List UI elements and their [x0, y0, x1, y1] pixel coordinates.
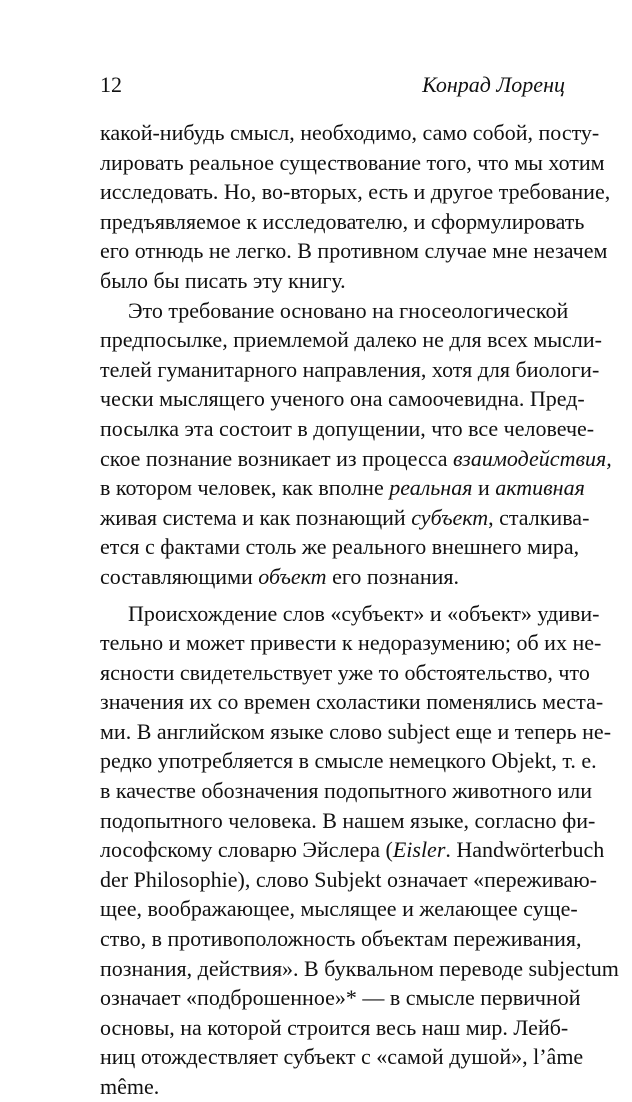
emphasis-text: субъект — [411, 504, 489, 530]
text-line: исследовать. Но, во-вторых, есть и другое требование, — [100, 179, 611, 205]
page-number: 12 — [100, 72, 122, 97]
text-line: чески мыслящего ученого она самоочевидна. Пред- — [100, 386, 585, 412]
text-line: même. — [100, 1074, 160, 1099]
text-line: его отнюдь не легко. В противном случае мне незачем — [100, 238, 608, 264]
paragraph-gap — [100, 592, 565, 599]
text-run: составляющими — [100, 563, 259, 589]
text-line: предъявляемое к исследователю, и сформулировать — [100, 208, 585, 234]
text-line: какой-нибудь смысл, необходимо, само собой, посту- — [100, 120, 600, 145]
running-title: Конрад Лоренц — [422, 72, 565, 97]
text-line — [100, 562, 565, 592]
text-line — [100, 473, 585, 503]
emphasis-text: объект — [258, 563, 327, 589]
text-line: лировать реальное существование того, что мы хотим — [100, 149, 605, 175]
paragraph-2 — [100, 296, 612, 592]
text-line: редко употребляется в смысле немецкого Objekt, т. е. — [100, 748, 597, 774]
text-line: ется с фактами столь же реального внешнего мира, — [100, 534, 580, 560]
emphasis-text: активная — [495, 475, 585, 501]
text-line — [100, 503, 590, 533]
text-line: познания, действия». В буквальном переводе subjectum — [100, 955, 619, 981]
page-header — [100, 72, 565, 102]
text-run: его познания. — [326, 563, 459, 589]
text-line: основы, на которой строится весь наш мир. Лейб- — [100, 1014, 569, 1040]
text-line: ми. В английском языке слово subject еще и теперь не- — [100, 718, 612, 744]
text-line: ниц отождествляет субъект с «самой душой», l’âme — [100, 1044, 584, 1070]
text-run: в котором человек, как вполне — [100, 475, 390, 501]
text-line: телей гуманитарного направления, хотя для биологи- — [100, 356, 600, 382]
text-line: ясности свидетельствует уже то обстоятельство, что — [100, 659, 590, 685]
text-line: посылка эта состоит в допущении, что все человече- — [100, 415, 595, 441]
text-line: щее, воображающее, мыслящее и желающее суще- — [100, 896, 578, 922]
paragraph-1 — [100, 118, 611, 296]
text-line: подопытного человека. В нашем языке, согласно фи- — [100, 807, 596, 833]
text-run: , сталкива- — [488, 504, 590, 530]
text-line — [100, 835, 605, 865]
text-line: тельно и может привести к недоразумению; об их не- — [100, 630, 602, 656]
text-line: в качестве обозначения подопытного животного или — [100, 778, 593, 804]
text-run: и — [472, 475, 496, 501]
emphasis-text: взаимодействия, — [453, 445, 612, 471]
text-line — [100, 444, 612, 474]
text-run: ское познание возникает из процесса — [100, 445, 454, 471]
text-line: предпосылке, приемлемой далеко не для всех мысли- — [100, 327, 602, 353]
text-line: Происхождение слов «субъект» и «объект» удиви- — [128, 600, 600, 626]
text-run: . Handwörterbuch — [445, 837, 605, 863]
paragraph-3 — [100, 599, 619, 1102]
emphasis-text: Eisler — [392, 837, 446, 863]
text-line: было бы писать эту книгу. — [100, 267, 346, 293]
body-text — [100, 118, 619, 1102]
text-line: значения их со времен схоластики поменялись места- — [100, 689, 604, 715]
text-run: живая система и как познающий — [100, 504, 412, 530]
text-line: означает «подброшенное»* — в смысле первичной — [100, 985, 581, 1011]
text-line: Это требование основано на гносеологической — [128, 297, 569, 323]
text-line: der Philosophie), слово Subjekt означает «переживаю- — [100, 866, 597, 892]
text-run: лософскому словарю Эйслера ( — [100, 837, 393, 863]
emphasis-text: реальная — [389, 475, 473, 501]
text-line: ство, в противоположность объектам переживания, — [100, 926, 582, 952]
